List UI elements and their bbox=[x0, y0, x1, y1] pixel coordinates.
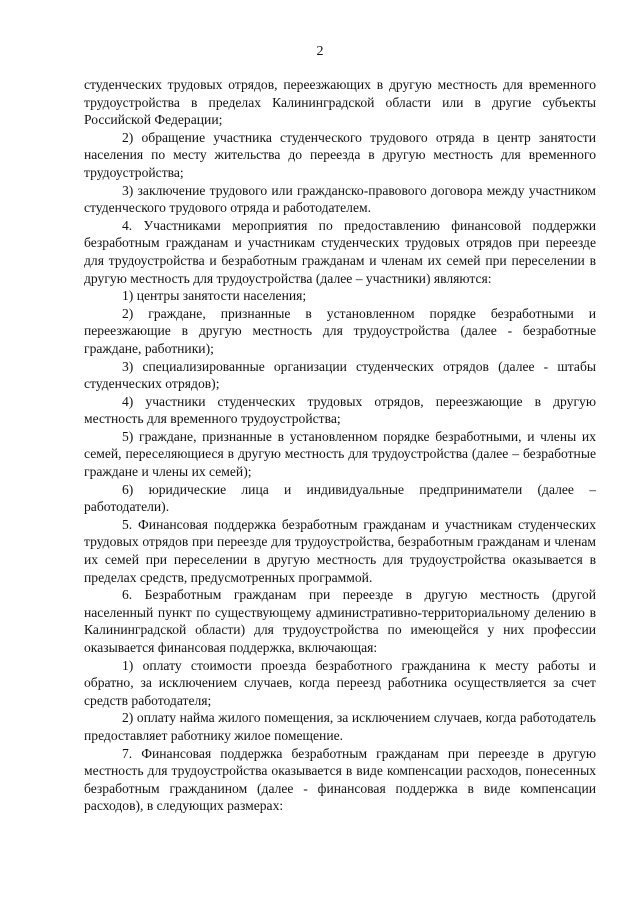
paragraph-section-5: 5. Финансовая поддержка безработным гражданам и участникам студенческих трудовых отрядов при переезде для трудоустройства, безработным гражданам и членам их семей при переселении в другую местность для трудоустройства оказывается в пределах средств, предусмотренных программой. bbox=[84, 516, 596, 585]
paragraph-section-7: 7. Финансовая поддержка безработным гражданам при переезде в другую местность для трудоустройства оказывается в виде компенсации расходов, понесенных безработным гражданином (далее - финансовая поддержка в виде компенсации расходов), в следующих размерах: bbox=[84, 745, 596, 814]
document-body bbox=[84, 76, 596, 815]
paragraph-continuation: студенческих трудовых отрядов, переезжающих в другую местность для временного трудоустройства в пределах Калининградской области или в другие субъекты Российской Федерации; bbox=[84, 77, 596, 128]
paragraph-support-2: 2) оплату найма жилого помещения, за исключением случаев, когда работодатель предоставляет работнику жилое помещение. bbox=[84, 710, 596, 743]
paragraph-participant-4: 4) участники студенческих трудовых отрядов, переезжающие в другую местность для временного трудоустройства; bbox=[84, 393, 596, 427]
paragraph-participant-1: 1) центры занятости населения; bbox=[122, 288, 307, 304]
paragraph-participant-2: 2) граждане, признанные в установленном порядке безработными и переезжающие в другую местность для трудоустройства (далее - безработные граждане, работники); bbox=[84, 305, 596, 356]
paragraph-support-1: 1) оплату стоимости проезда безработного гражданина к месту работы и обратно, за исключением случаев, когда переезд работника осуществляется за счет средств работодателя; bbox=[84, 657, 596, 708]
paragraph-participant-6: 6) юридические лица и индивидуальные предприниматели (далее – работодатели). bbox=[84, 481, 596, 515]
paragraph-section-4: 4. Участниками мероприятия по предоставлению финансовой поддержки безработным гражданам и участникам студенческих трудовых отрядов при переезде для трудоустройства и безработным гражданам и членам их семей при переселении в другую местность для трудоустройства (далее – участники) являются: bbox=[84, 217, 596, 286]
paragraph-item-3: 3) заключение трудового или гражданско-правового договора между участником студенческого трудового отряда и работодателем. bbox=[84, 182, 596, 216]
paragraph-participant-3: 3) специализированные организации студенческих отрядов (далее - штабы студенческих отрядов); bbox=[84, 358, 596, 392]
paragraph-section-6: 6. Безработным гражданам при переезде в другую местность (другой населенный пункт по существующему административно-территориальному делению в Калининградской области) для трудоустройства по имеющейся у них профессии оказывается финансовая поддержка, включающая: bbox=[84, 587, 596, 655]
page-number: 2 bbox=[316, 44, 324, 59]
paragraph-participant-5: 5) граждане, признанные в установленном порядке безработными, и члены их семей, переселяющиеся в другую местность для трудоустройства (далее – безработные граждане и члены их семей); bbox=[84, 428, 596, 480]
paragraph-item-2: 2) обращение участника студенческого трудового отряда в центр занятости населения по месту жительства до переезда в другую местность для временного трудоустройства; bbox=[84, 129, 596, 180]
